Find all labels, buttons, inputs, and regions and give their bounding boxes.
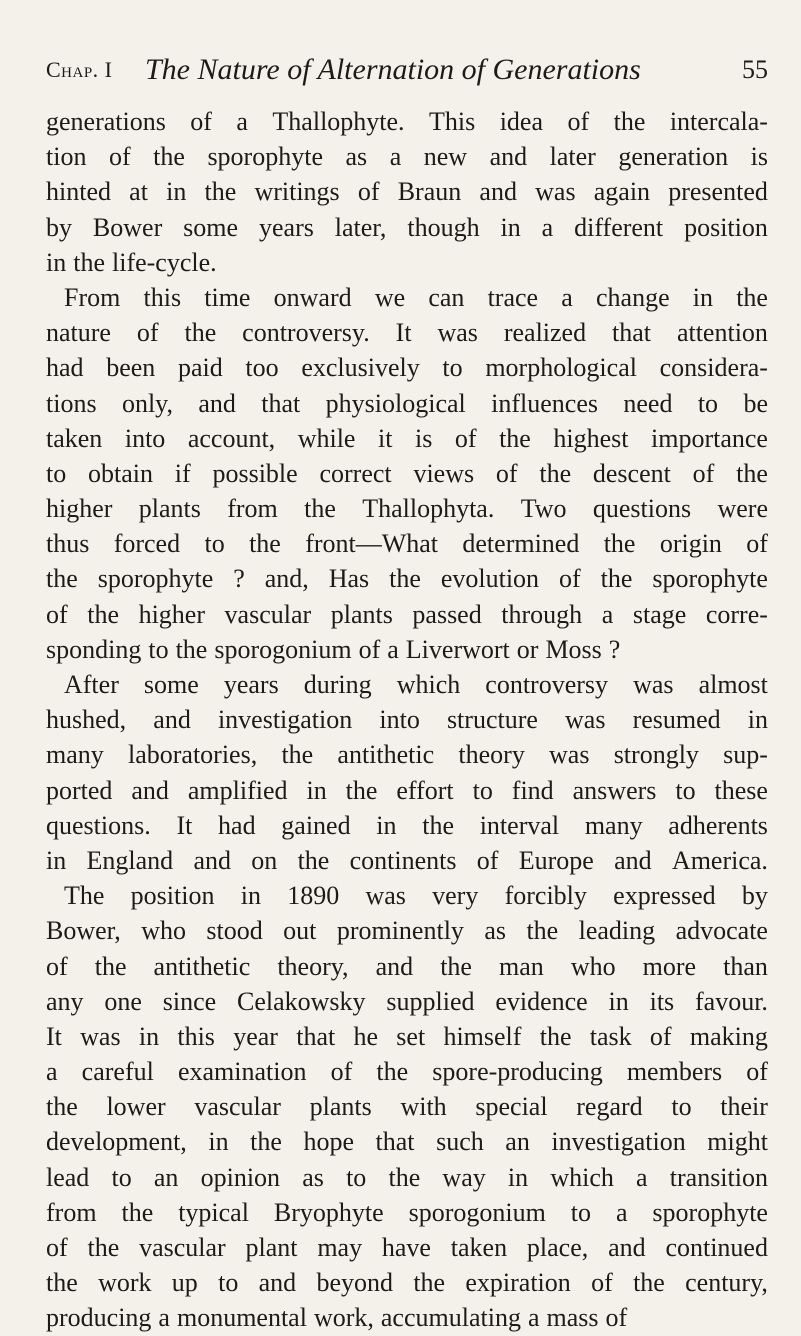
text-line: of the vascular plant may have taken place, and continued: [46, 1233, 768, 1262]
text-line: the lower vascular plants with special regard to their: [46, 1092, 768, 1122]
page-number: 55: [742, 55, 768, 84]
text-line: From this time onward we can trace a change in the: [64, 282, 768, 312]
text-line: ported and amplified in the effort to find answers to these: [46, 775, 768, 805]
text-line: hushed, and investigation into structure was resumed in: [46, 705, 768, 735]
text-line: tion of the sporophyte as a new and later generation is: [46, 142, 768, 172]
text-line: the work up to and beyond the expiration of the century,: [46, 1268, 768, 1298]
text-line: by Bower some years later, though in a different position: [46, 212, 768, 242]
text-line: any one since Celakowsky supplied evidence in its favour.: [46, 986, 768, 1016]
running-head: [46, 50, 768, 90]
text-line: in England and on the continents of Europe and America.: [46, 845, 768, 875]
text-line: the sporophyte ? and, Has the evolution of the sporophyte: [46, 564, 768, 594]
text-line: It was in this year that he set himself the task of making: [46, 1021, 768, 1051]
text-line: development, in the hope that such an investigation might: [46, 1127, 768, 1157]
text-line: nature of the controversy. It was realized that attention: [46, 318, 768, 348]
body-text: [46, 104, 768, 1336]
text-line: of the higher vascular plants passed through a stage corre-: [46, 599, 768, 629]
text-line: Bower, who stood out prominently as the leading advocate: [46, 916, 768, 946]
text-line: from the typical Bryophyte sporogonium to a sporophyte: [46, 1197, 768, 1227]
text-line: higher plants from the Thallophyta. Two questions were: [46, 494, 768, 524]
text-line: After some years during which controversy was almost: [64, 670, 768, 699]
text-line: many laboratories, the antithetic theory was strongly sup-: [46, 740, 768, 770]
text-line: sponding to the sporogonium of a Liverwort or Moss ?: [46, 634, 621, 664]
text-line: lead to an opinion as to the way in which a transition: [46, 1162, 768, 1192]
text-line: a careful examination of the spore-producing members of: [46, 1057, 768, 1087]
text-line: to obtain if possible correct views of the descent of the: [46, 458, 768, 488]
text-line: tions only, and that physiological influences need to be: [46, 388, 768, 418]
chapter-label: Chap. I: [46, 57, 113, 82]
text-line: in the life-cycle.: [46, 247, 217, 277]
text-line: of the antithetic theory, and the man who more than: [46, 951, 768, 981]
page-title: The Nature of Alternation of Generations: [145, 53, 641, 86]
text-line: had been paid too exclusively to morphological considera-: [46, 353, 768, 383]
text-line: generations of a Thallophyte. This idea of the intercala-: [46, 107, 768, 136]
text-line: thus forced to the front—What determined the origin of: [46, 529, 768, 559]
text-line: producing a monumental work, accumulating a mass of: [46, 1303, 628, 1333]
text-line: taken into account, while it is of the highest importance: [46, 423, 768, 453]
text-line: hinted at in the writings of Braun and was again presented: [46, 177, 768, 207]
text-line: The position in 1890 was very forcibly expressed by: [64, 881, 768, 911]
text-line: questions. It had gained in the interval many adherents: [46, 810, 768, 840]
